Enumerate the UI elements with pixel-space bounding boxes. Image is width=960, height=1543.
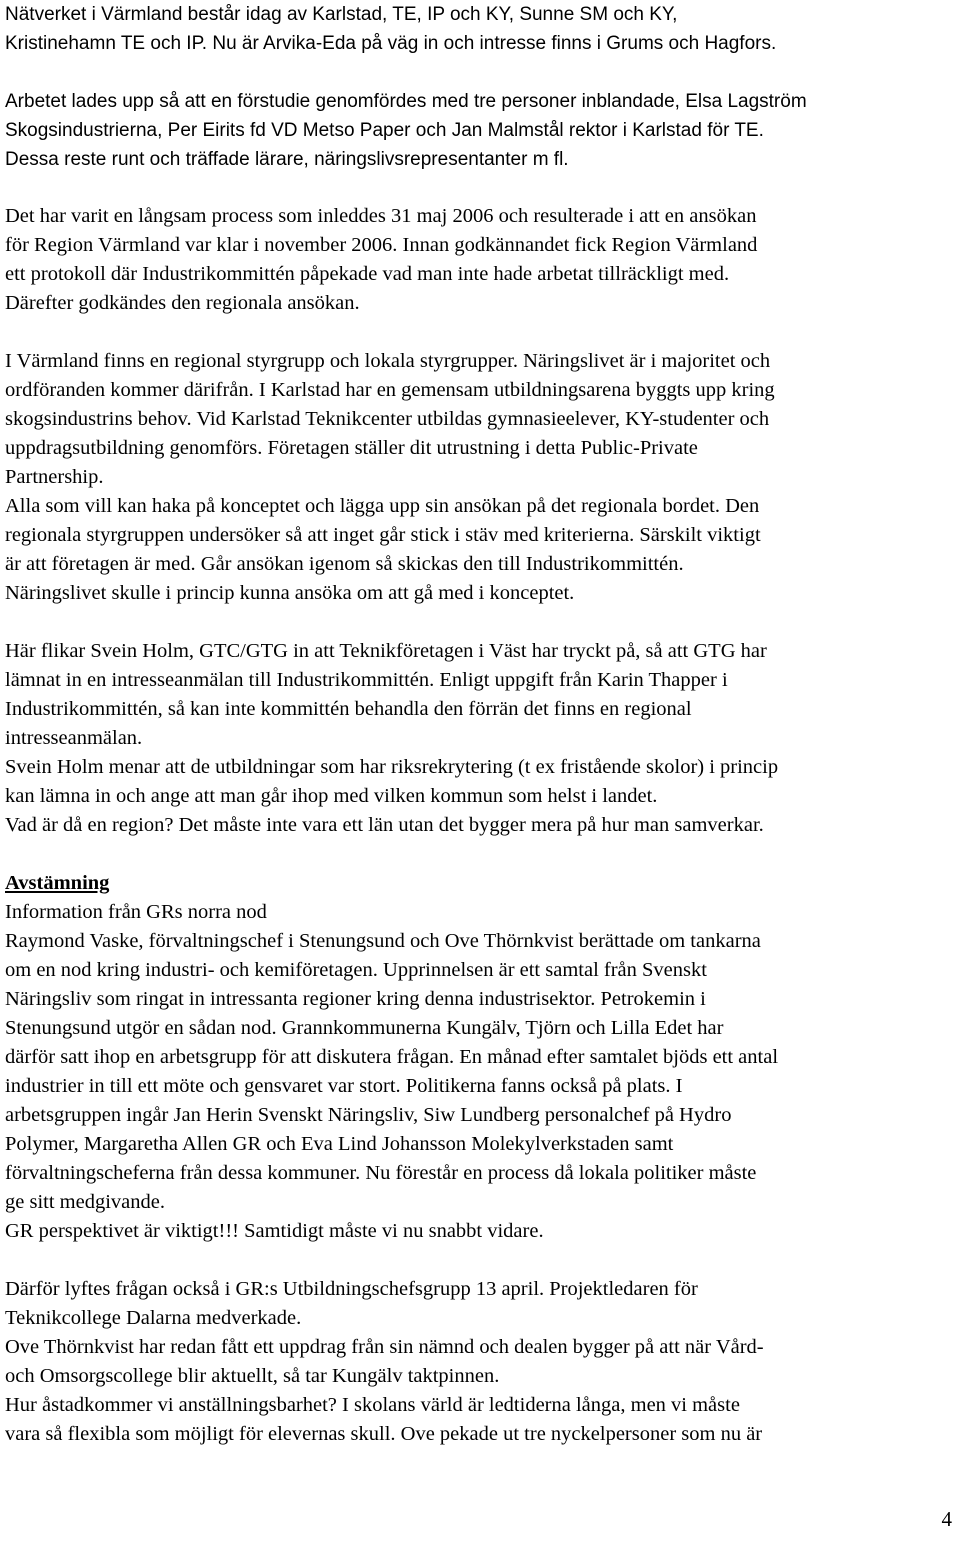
text-line: Teknikcollege Dalarna medverkade. xyxy=(5,1307,302,1329)
text-line: vara så flexibla som möjligt för elevernas skull. Ove pekade ut tre nyckelpersoner som nu är xyxy=(5,1423,763,1445)
text-line: och Omsorgscollege blir aktuellt, så tar Kungälv taktpinnen. xyxy=(5,1365,500,1387)
text-line: GR perspektivet är viktigt!!! Samtidigt måste vi nu snabbt vidare. xyxy=(5,1220,544,1242)
text-line: Ove Thörnkvist har redan fått ett uppdrag från sin nämnd och dealen bygger på att när Vård- xyxy=(5,1336,764,1358)
text-line: Skogsindustrierna, Per Eirits fd VD Metso Paper och Jan Malmstål rektor i Karlstad för TE. xyxy=(5,120,764,141)
text-line: Arbetet lades upp så att en förstudie genomfördes med tre personer inblandade, Elsa Lagström xyxy=(5,91,807,112)
text-line: skogsindustrins behov. Vid Karlstad Teknikcenter utbildas gymnasieelever, KY-studenter och xyxy=(5,408,770,430)
text-line: Kristinehamn TE och IP. Nu är Arvika-Eda på väg in och intresse finns i Grums och Hagfors. xyxy=(5,33,777,54)
section-heading: Avstämning xyxy=(5,872,110,894)
text-line: intresseanmälan. xyxy=(5,727,143,749)
text-line: Partnership. xyxy=(5,466,104,488)
text-line: Därefter godkändes den regionala ansökan. xyxy=(5,292,360,314)
text-line: regionala styrgruppen undersöker så att inget går stick i stäv med kriterierna. Särskilt viktigt xyxy=(5,524,761,546)
text-line: ge sitt medgivande. xyxy=(5,1191,165,1213)
text-line: arbetsgruppen ingår Jan Herin Svenskt Näringsliv, Siw Lundberg personalchef på Hydro xyxy=(5,1104,732,1126)
text-line: därför satt ihop en arbetsgrupp för att diskutera frågan. En månad efter samtalet bjöds ett antal xyxy=(5,1046,779,1068)
text-line: för Region Värmland var klar i november 2006. Innan godkännandet fick Region Värmland xyxy=(5,234,758,256)
text-line: Det har varit en långsam process som inleddes 31 maj 2006 och resulterade i att en ansökan xyxy=(5,205,757,227)
text-line: Därför lyftes frågan också i GR:s Utbildningschefsgrupp 13 april. Projektledaren för xyxy=(5,1278,698,1300)
text-line: är att företagen är med. Går ansökan igenom så skickas den till Industrikommittén. xyxy=(5,553,684,575)
text-line: Alla som vill kan haka på konceptet och lägga upp sin ansökan på det regionala bordet. Den xyxy=(5,495,760,517)
page-number: 4 xyxy=(941,1507,952,1531)
text-line: Här flikar Svein Holm, GTC/GTG in att Teknikföretagen i Väst har tryckt på, så att GTG har xyxy=(5,640,767,662)
text-line: Näringsliv som ringat in intressanta regioner kring denna industrisektor. Petrokemin i xyxy=(5,988,706,1010)
text-line: Vad är då en region? Det måste inte vara ett län utan det bygger mera på hur man samverkar. xyxy=(5,814,764,836)
text-line: ordföranden kommer därifrån. I Karlstad har en gemensam utbildningsarena byggts upp kring xyxy=(5,379,775,401)
text-line: Hur åstadkommer vi anställningsbarhet? I skolans värld är ledtiderna långa, men vi måste xyxy=(5,1394,740,1416)
text-line: Raymond Vaske, förvaltningschef i Stenungsund och Ove Thörnkvist berättade om tankarna xyxy=(5,930,761,952)
text-line: Dessa reste runt och träffade lärare, näringslivsrepresentanter m fl. xyxy=(5,149,569,170)
text-line: uppdragsutbildning genomförs. Företagen ställer dit utrustning i detta Public-Private xyxy=(5,437,698,459)
text-line: om en nod kring industri- och kemiföretagen. Upprinnelsen är ett samtal från Svenskt xyxy=(5,959,707,981)
text-line: Industrikommittén, så kan inte kommittén behandla den förrän det finns en regional xyxy=(5,698,692,720)
text-line: kan lämna in och ange att man går ihop med vilken kommun som helst i landet. xyxy=(5,785,658,807)
text-line: Svein Holm menar att de utbildningar som har riksrekrytering (t ex fristående skolor) i princip xyxy=(5,756,779,778)
text-line: I Värmland finns en regional styrgrupp och lokala styrgrupper. Näringslivet är i majoritet och xyxy=(5,350,771,372)
text-line: Stenungsund utgör en sådan nod. Grannkommunerna Kungälv, Tjörn och Lilla Edet har xyxy=(5,1017,724,1039)
text-line: förvaltningscheferna från dessa kommuner. Nu förestår en process då lokala politiker måste xyxy=(5,1162,757,1184)
text-line: industrier in till ett möte och gensvaret var stort. Politikerna fanns också på plats. I xyxy=(5,1075,683,1097)
text-line: Nätverket i Värmland består idag av Karlstad, TE, IP och KY, Sunne SM och KY, xyxy=(5,4,678,25)
text-line: Näringslivet skulle i princip kunna ansöka om att gå med i konceptet. xyxy=(5,582,575,604)
text-line: Polymer, Margaretha Allen GR och Eva Lind Johansson Molekylverkstaden samt xyxy=(5,1133,674,1155)
text-line: ett protokoll där Industrikommittén påpekade vad man inte hade arbetat tillräckligt med. xyxy=(5,263,730,285)
text-line: Information från GRs norra nod xyxy=(5,901,267,923)
text-line: lämnat in en intresseanmälan till Industrikommittén. Enligt uppgift från Karin Thapper i xyxy=(5,669,728,691)
